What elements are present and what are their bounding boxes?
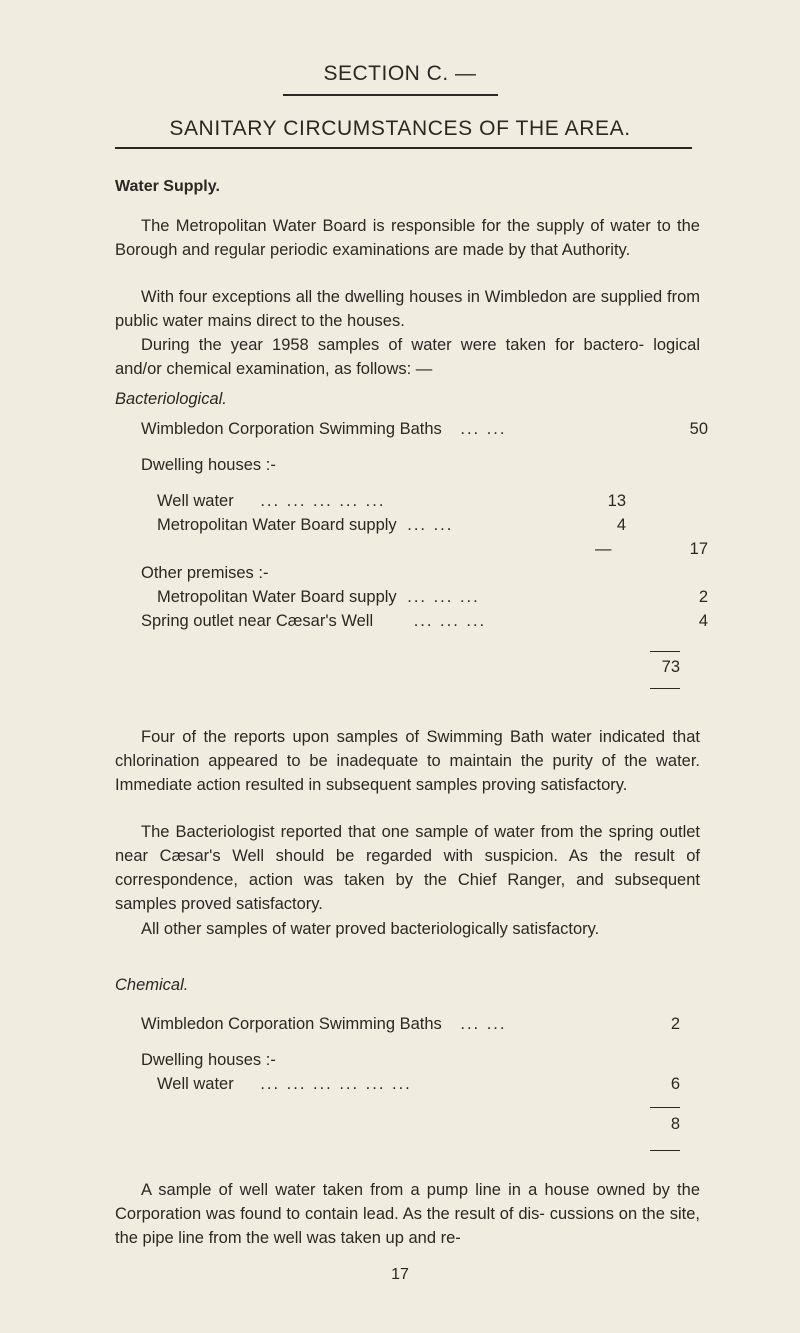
section-title: SECTION C. — — [323, 62, 477, 85]
chem-total-rule-bottom — [650, 1150, 680, 1151]
chem-well-dots: ... ... ... ... ... ... — [260, 1075, 412, 1093]
chem-baths-label: Wimbledon Corporation Swimming Baths — [141, 1015, 442, 1033]
bacteriological-heading: Bacteriological. — [115, 390, 227, 408]
water-supply-heading: Water Supply. — [115, 178, 220, 195]
bact-other-mwb-row — [157, 585, 480, 609]
satisfactory-para: All other samples of water proved bacteriologically satisfactory. — [141, 920, 600, 938]
bact-well-dots: ... ... ... ... ... — [260, 492, 386, 510]
section-title-underline — [283, 94, 498, 96]
water-supply-para-1: The Metropolitan Water Board is responsible for the supply of water to the Borough and regular periodic examinations are made by that Authority. — [115, 217, 700, 259]
chem-well-value: 6 — [670, 1075, 680, 1093]
bact-other-label: Other premises :- — [141, 564, 269, 582]
page-number: 17 — [391, 1266, 409, 1283]
chemical-heading: Chemical. — [115, 976, 189, 994]
bact-total-rule-top — [650, 651, 680, 652]
chem-total-rule-top — [650, 1107, 680, 1108]
chem-baths-value: 2 — [670, 1015, 680, 1033]
area-title: SANITARY CIRCUMSTANCES OF THE AREA. — [169, 117, 631, 140]
bact-well-value: 13 — [607, 492, 626, 510]
bact-well-row — [157, 489, 385, 513]
bact-spring-value: 4 — [698, 612, 708, 630]
bact-mwb-dots: ... ... — [407, 516, 454, 534]
water-supply-para-2: With four exceptions all the dwelling houses in Wimbledon are supplied from public water mains direct to the houses. — [115, 288, 700, 330]
bact-baths-dots: ... ... — [460, 420, 507, 438]
chem-total: 8 — [670, 1115, 680, 1133]
bact-well-label: Well water — [157, 492, 234, 510]
bact-other-mwb-value: 2 — [698, 588, 708, 606]
water-supply-para-3: During the year 1958 samples of water were taken for bactero- logical and/or chemical examination, as follows: — — [115, 336, 700, 378]
bact-mwb-row — [157, 513, 453, 537]
chem-well-label: Well water — [157, 1075, 234, 1093]
chem-dwelling-label: Dwelling houses :- — [141, 1051, 276, 1069]
lead-sample-para: A sample of well water taken from a pump line in a house owned by the Corporation was found to contain lead. As the result of dis- cussions on the site, the pipe line from the well was taken up and re- — [115, 1181, 700, 1247]
bact-other-mwb-label: Metropolitan Water Board supply — [157, 588, 397, 606]
bact-spring-row — [141, 609, 486, 633]
bact-baths-row — [141, 417, 506, 441]
bact-spring-label: Spring outlet near Cæsar's Well — [141, 612, 374, 630]
bact-mwb-label: Metropolitan Water Board supply — [157, 516, 397, 534]
bact-total: 73 — [661, 658, 680, 676]
bact-spring-dots: ... ... ... — [413, 612, 487, 630]
area-title-underline — [115, 147, 692, 149]
bact-baths-value: 50 — [689, 420, 708, 438]
bact-dwelling-dash: — — [595, 540, 612, 558]
bact-dwelling-total: 17 — [689, 540, 708, 558]
bact-other-mwb-dots: ... ... ... — [407, 588, 480, 606]
chem-well-row — [157, 1072, 412, 1096]
bact-baths-label: Wimbledon Corporation Swimming Baths — [141, 420, 442, 438]
swimming-bath-para: Four of the reports upon samples of Swimming Bath water indicated that chlorination appeared to be inadequate to maintain the purity of the water. Immediate action resulted in subsequent samples proving satisfactory. — [115, 728, 700, 794]
chem-baths-row — [141, 1012, 506, 1036]
chem-baths-dots: ... ... — [460, 1015, 507, 1033]
bacteriologist-para: The Bacteriologist reported that one sample of water from the spring outlet near Cæsar's Well should be regarded with suspicion. As the result of correspondence, action was taken by the Chief Ranger, and subsequent samples proved satisfactory. — [115, 823, 700, 913]
bact-mwb-value: 4 — [616, 516, 626, 534]
bact-dwelling-label: Dwelling houses :- — [141, 456, 276, 474]
bact-total-rule-bottom — [650, 688, 680, 689]
